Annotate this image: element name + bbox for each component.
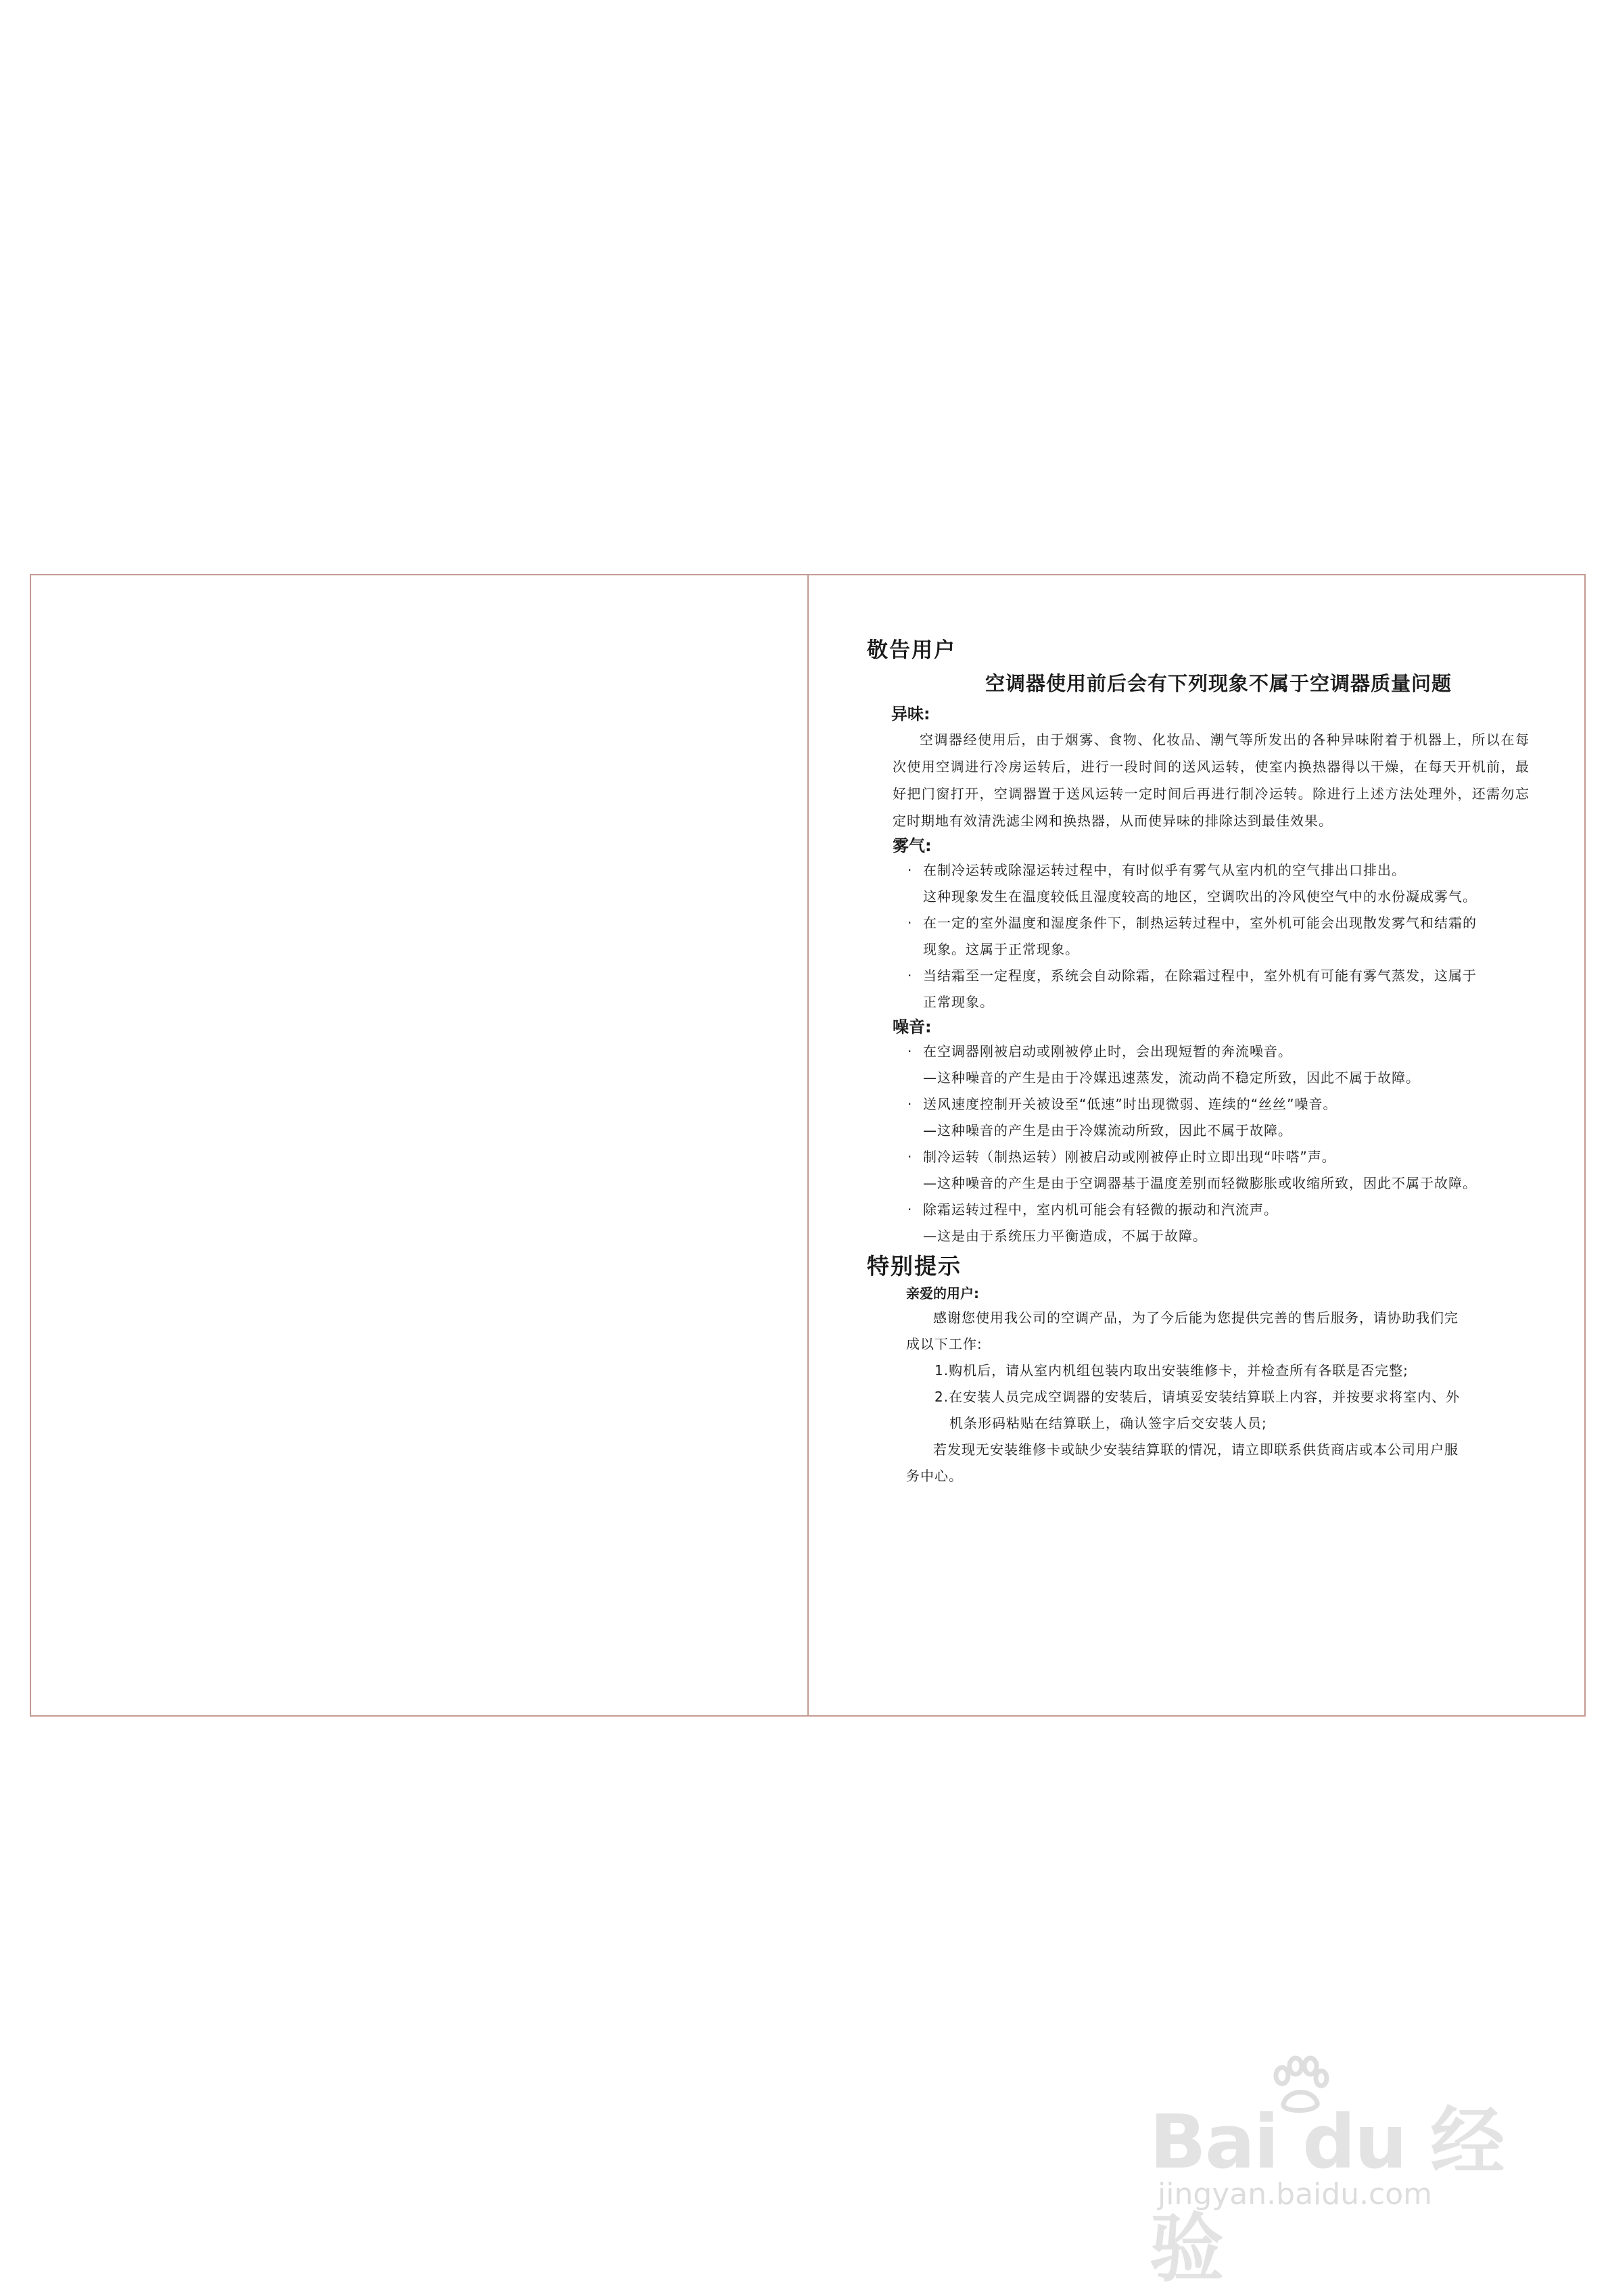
noise-item-text: 送风速度控制开关被设至“低速”时出现微弱、连续的“丝丝”噪音。 (923, 1096, 1337, 1112)
fog-item-note: 这种现象发生在温度较低且湿度较高的地区，空调吹出的冷风使空气中的水份凝成雾气。 (923, 888, 1477, 905)
baidu-jingyan-watermark (1150, 2055, 1528, 2292)
bullet-icon: · (907, 967, 913, 984)
salutation: 亲爱的用户: (906, 1285, 979, 1301)
fog-heading: 雾气: (893, 836, 932, 855)
bullet-icon: · (907, 862, 913, 878)
fog-item-cont: 正常现象。 (923, 994, 994, 1010)
fog-item-text: 在一定的室外温度和湿度条件下，制热运转过程中，室外机可能会出现散发雾气和结霜的 (923, 915, 1477, 931)
fog-item-text: 当结霜至一定程度，系统会自动除霜，在除霜过程中，室外机有可能有雾气蒸发，这属于 (923, 967, 1477, 984)
noise-heading: 噪音: (893, 1018, 932, 1036)
odor-paragraph: 空调器经使用后，由于烟雾、食物、化妆品、潮气等所发出的各种异味附着于机器上，所以在每次使用空调进行冷房运转后，进行一段时间的送风运转，使室内换热器得以干燥，在每天开机前，最好把门窗打开，空调器置于送风运转一定时间后再进行制冷运转。除进行上述方法处理外，还需勿忘定时期地有效清洗滤尘网和换热器，从而使异味的排除达到最佳效果。 (893, 732, 1530, 829)
special-closing-cont: 务中心。 (906, 1468, 963, 1484)
noise-item-text: 除霜运转过程中，室内机可能会有轻微的振动和汽流声。 (923, 1201, 1278, 1218)
step-2: 2.在安装人员完成空调器的安装后，请填妥安装结算联上内容，并按要求将室内、外 (934, 1389, 1461, 1405)
noise-item-note: —这种噪音的产生是由于冷媒流动所致，因此不属于故障。 (923, 1122, 1292, 1139)
fog-item (867, 963, 1530, 989)
noise-item-note: —这种噪音的产生是由于空调器基于温度差别而轻微膨胀或收缩所致，因此不属于故障。 (923, 1175, 1477, 1191)
special-intro-cont: 成以下工作: (906, 1336, 982, 1352)
notice-title: 敬告用户 (867, 638, 956, 663)
fog-item (867, 857, 1530, 884)
special-notice-title: 特别提示 (867, 1253, 962, 1279)
noise-item-note: —这种噪音的产生是由于冷媒迅速蒸发，流动尚不稳定所致，因此不属于故障。 (923, 1070, 1420, 1086)
watermark-logo: Bai du 经验 (1150, 2099, 1504, 2292)
odor-heading: 异味: (891, 704, 930, 723)
watermark-url: jingyan.baidu.com (1158, 2177, 1433, 2211)
noise-item (867, 1091, 1530, 1118)
bullet-icon: · (907, 1149, 913, 1165)
step-1: 1.购机后，请从室内机组包装内取出安装维修卡，并检查所有各联是否完整; (934, 1362, 1408, 1379)
noise-item-text: 在空调器刚被启动或刚被停止时，会出现短暂的奔流噪音。 (923, 1043, 1292, 1059)
fog-item-text: 在制冷运转或除湿运转过程中，有时似乎有雾气从室内机的空气排出口排出。 (923, 862, 1406, 878)
noise-item-note: —这是由于系统压力平衡造成，不属于故障。 (923, 1228, 1207, 1244)
fog-item-cont: 现象。这属于正常现象。 (923, 941, 1079, 957)
bullet-icon: · (907, 1043, 913, 1059)
notice-panel (867, 636, 1530, 1489)
noise-item (867, 1038, 1530, 1065)
noise-item (867, 1144, 1530, 1170)
bullet-icon: · (907, 1096, 913, 1112)
bullet-icon: · (907, 1201, 913, 1218)
noise-item (867, 1197, 1530, 1223)
special-intro: 感谢您使用我公司的空调产品，为了今后能为您提供完善的售后服务，请协助我们完 (933, 1310, 1459, 1326)
bullet-icon: · (907, 915, 913, 931)
page-fold-line (807, 574, 809, 1717)
noise-item-text: 制冷运转（制热运转）刚被启动或刚被停止时立即出现“咔嗒”声。 (923, 1149, 1336, 1165)
fog-item (867, 910, 1530, 936)
notice-subtitle: 空调器使用前后会有下列现象不属于空调器质量问题 (985, 672, 1452, 695)
special-closing: 若发现无安装维修卡或缺少安装结算联的情况，请立即联系供货商店或本公司用户服 (933, 1441, 1459, 1458)
step-2-cont: 机条形码粘贴在结算联上，确认签字后交安装人员; (949, 1415, 1267, 1431)
